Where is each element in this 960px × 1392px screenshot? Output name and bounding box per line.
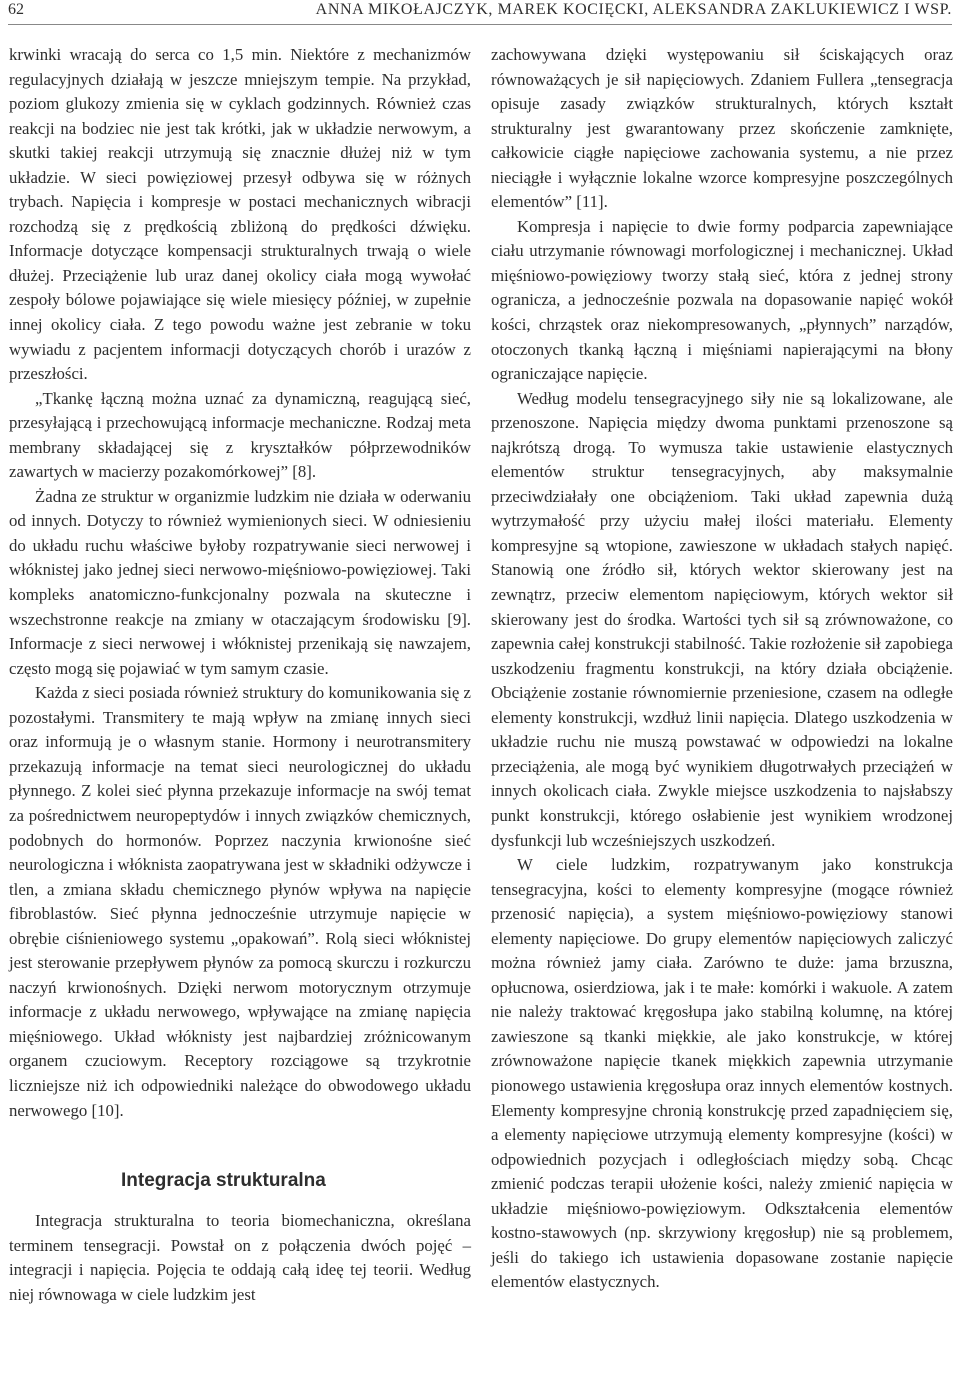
paragraph-compression-tension: Kompresja i napięcie to dwie formy podparcia zapewniające ciału utrzymanie równowagi morfologicznej i mechanicznej. Układ mięśniowo-powięziowy tworzy stałą sieć, która z jednej strony ogranicza, a jednocześnie pozwala na dopasowanie napięć wokół kości, chrząstek oraz niekompresowanych, „płynnych” narządów, otoczonych tkanką łączną i mięśniami napierającymi na błony ograniczające napięcie. xyxy=(491,216,953,384)
left-column xyxy=(9,43,471,1307)
paragraph-human-body: W ciele ludzkim, rozpatrywanym jako konstrukcja tensegracyjna, kości to elementy kompresyjne (mogące również przenosić napięcia), a system mięśniowo-powięziowy stanowi elementy napięciowe. Do grupy elementów napięciowych zaliczyć można również jamy ciała. Zarówno te duże: jama brzuszna, opłucnowa, osierdziowa, jak i te małe: komórki i wakuole. A zatem nie należy traktować kręgosłupa jako stabilną kolumnę, na której zawieszone są tkanki miękkie, ale jako konstrukcje, w której zrównoważone napięcie tkanek miękkich zapewnia utrzymanie pionowego ustawienia kręgosłupa oraz innych elementów kostnych. Elementy kompresyjne chronią konstrukcję przed zapadnięciem się, a elementy napięciowe utrzymują elementy kompresyjne (kości) w odpowiednich pozycjach i odległościach między sobą. Chcąc zmienić podczas terapii ułożenie kości, należy zmienić napięcia w układzie mięśniowo-powięziowym. Odkształcenia elementów kostno-stawowych (np. skrzywiony kręgosłup) nie są problemem, jeśli do takiego ich ustawienia dopasowane zostanie napięcie elementów elastycznych. xyxy=(491,855,953,1292)
paragraph-tensegrity-model: Według modelu tensegracyjnego siły nie są lokalizowane, ale przenoszone. Napięcia między dwoma punktami przenoszone są najkrótszą drogą. To wymusza takie ustawienie elastycznych elementów struktur tensegracyjnych, aby maksymalnie przeciwdziałały one obciążeniom. Taki układ zapewnia dużą wytrzymałość przy użyciu małej ilości materiału. Elementy kompresyjne są wtopione, zawieszone w układach stałych napięć. Stanowią one źródło sił, których wektor skierowany jest na zewnątrz, przeciw elementom napięciowym, których wektor sił skierowany jest do środka. Wartości tych sił są zrównoważone, co zapewnia całej konstrukcji stabilność. Takie rozłożenie sił zapobiega uszkodzeniu fragmentu konstrukcji, na który działa obciążenie. Obciążenie zostanie równomiernie przeniesione, czasem na odległe elementy konstrukcji, wzdłuż linii napięcia. Dlatego uszkodzenia w układzie ruchu nie muszą powstawać w odpowiedzi na lokalne przeciążenia, ale mogą być wynikiem długotrwałych przeciążeń w innych okolicach ciała. Zwykle miejsce uszkodzenia to najsłabszy punkt konstrukcji, którego osłabienie jest wynikiem wrodzonej dysfunkcji lub wcześniejszych uszkodzeń. xyxy=(491,388,953,850)
paragraph-continuation: krwinki wracają do serca co 1,5 min. Niektóre z mechanizmów regulacyjnych działają w jeszcze mniejszym tempie. Na przykład, poziom glukozy zmienia się w cyklach godzinnych. Również czas reakcji na bodziec nie jest tak krótki, jak w układzie nerwowym, a skutki takiej reakcji utrzymują się znacznie dłużej niż w tym układzie. W sieci powięziowej przesył odbywa się w różnych trybach. Napięcia i kompresje w postaci mechanicznych wibracji rozchodzą się z prędkością zbliżoną do prędkości dźwięku. Informacje dotyczące kompensacji strukturalnych trwają o wiele dłużej. Przeciążenie lub uraz danej okolicy ciała mogą wywołać zespoły bólowe pojawiające się wiele miesięcy później, w zupełnie innej okolicy ciała. Z tego powodu ważne jest zebranie w toku wywiadu z pacjentem informacji dotyczących chorób i urazów z przeszłości. xyxy=(9,45,471,384)
paragraph-structural-integration: Integracja strukturalna to teoria biomechaniczna, określana terminem tensegracji. Powstał on z połączenia dwóch pojęć – integracji i napięcia. Pojęcia te oddają całą ideę tej teorii. Według niej równowaga w ciele ludzkim jest xyxy=(9,1211,471,1304)
page-number: 62 xyxy=(8,1,24,18)
section-heading: Integracja strukturalna xyxy=(121,1170,326,1192)
paragraph-communication: Każda z sieci posiada również struktury do komunikowania się z pozostałymi. Transmitery te mają wpływ na zmianę innych sieci oraz informują je o własnym stanie. Hormony i neurotransmitery przekazują informacje na temat sieci neurologicznej do układu płynnego. Z kolei sieć płynna przekazuje informacje na swój temat za pośrednictwem neuropeptydów i innych związków chemicznych, podobnych do hormonów. Poprzez naczynia krwionośne sieć neurologiczna i włóknista zaopatrywana jest w składniki odżywcze i tlen, a zmiana składu chemicznego płynów wpływa na napięcie fibroblastów. Sieć płynna jednocześnie utrzymuje napięcie w obrębie ciśnieniowego systemu „opakowań”. Rolą sieci włóknistej jest sterowanie przepływem płynów za pomocą skurczu i rozkurczu naczyń krwionośnych. Dzięki nerwom motorycznym otrzymuje informacje z układu nerwowego, wpływające na zmianę napięcia mięśniowego. Układ włóknisty jest najbardziej zróżnicowanym organem czuciowym. Receptory rozciągowe są trzykrotnie liczniejsze niż ich odpowiedniki należące do obwodowego układu nerwowego [10]. xyxy=(9,683,471,1120)
paragraph-networks: Żadna ze struktur w organizmie ludzkim nie działa w oderwaniu od innych. Dotyczy to również wymienionych sieci. W odniesieniu do układu ruchu właściwe byłoby rozpatrywanie sieci nerwowej i włóknistej jako jednej sieci nerwowo-mięśniowo-powięziowej. Taki kompleks anatomiczno-funkcjonalny pozwala na skuteczne i wszechstronne reakcje na zmiany w otaczającym środowisku [9]. Informacje z sieci nerwowej i włóknistej przenikają się nawzajem, często mogą się pojawiać w tym samym czasie. xyxy=(9,486,471,678)
right-column xyxy=(491,43,953,1295)
running-head-authors: ANNA MIKOŁAJCZYK, MAREK KOCIĘCKI, ALEKSANDRA ZAKLUKIEWICZ I WSP. xyxy=(315,1,952,18)
running-header xyxy=(8,0,952,30)
paragraph-quote-connective-tissue: „Tkankę łączną można uznać za dynamiczną, reagującą sieć, przesyłającą i przechowującą informacje mechaniczne. Rodzaj meta membrany składającej się z kryształków półprzewodników zawartych w macierzy pozakomórkowej” [8]. xyxy=(9,388,471,482)
paragraph-fuller-quote: zachowywana dzięki występowaniu sił ściskających oraz równoważących je sił napięciowych. Zdaniem Fullera „tensegracja opisuje zasady związków strukturalnych, których kształt strukturalny jest gwarantowany przez skończenie zamknięte, całkowicie ciągłe napięciowe zachowania systemu, a nie przez nieciągłe i wyłącznie lokalne wzorce kompresyjne poszczególnych elementów” [11]. xyxy=(491,45,953,212)
header-rule xyxy=(8,24,952,25)
